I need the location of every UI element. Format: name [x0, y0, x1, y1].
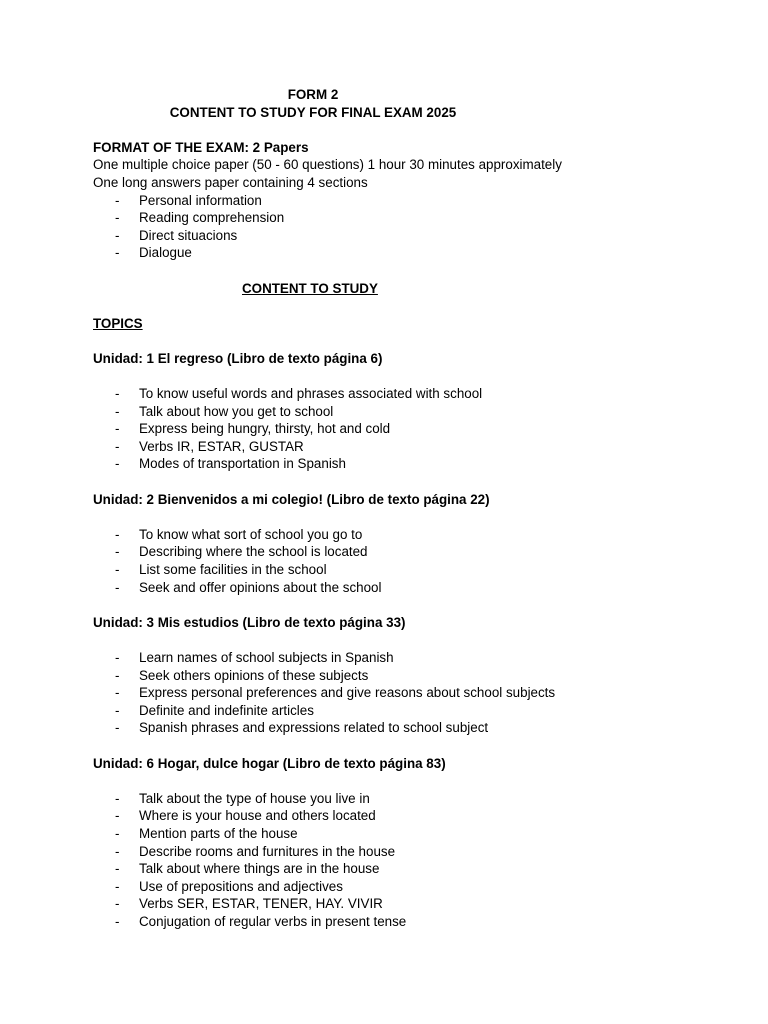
bullet-dash: -	[115, 438, 120, 454]
list-item	[93, 385, 713, 403]
list-item-text: Talk about the type of house you live in	[139, 790, 370, 806]
bullet-dash: -	[115, 421, 120, 437]
unit-topics-list	[93, 649, 713, 737]
list-item	[93, 895, 713, 913]
list-item	[93, 825, 713, 843]
list-item-text: Definite and indefinite articles	[139, 702, 314, 718]
list-item	[93, 807, 713, 825]
bullet-dash: -	[115, 913, 120, 929]
document-page	[93, 86, 713, 931]
unit-topics-list	[93, 526, 713, 596]
list-item	[93, 878, 713, 896]
format-line-multiple-choice: One multiple choice paper (50 - 60 questions) 1 hour 30 minutes approximately	[93, 157, 562, 173]
bullet-dash: -	[115, 720, 120, 736]
list-item-text: Dialogue	[139, 245, 192, 261]
bullet-dash: -	[115, 790, 120, 806]
list-item	[93, 860, 713, 878]
list-item	[93, 209, 713, 227]
list-item	[93, 719, 713, 737]
list-item-text: To know what sort of school you go to	[139, 526, 363, 542]
spacer	[93, 368, 713, 386]
list-item-text: Conjugation of regular verbs in present tense	[139, 913, 407, 929]
list-item	[93, 843, 713, 861]
list-item	[93, 455, 713, 473]
unit-topics-list	[93, 385, 713, 473]
list-item-text: Talk about where things are in the house	[139, 861, 380, 877]
list-item	[93, 244, 713, 262]
bullet-dash: -	[115, 650, 120, 665]
bullet-dash: -	[115, 896, 120, 912]
list-item	[93, 438, 713, 456]
spacer	[93, 737, 713, 755]
list-item-text: Direct situacions	[139, 227, 238, 243]
format-sections-list	[93, 192, 713, 262]
list-item	[93, 227, 713, 245]
list-item-text: Seek and offer opinions about the school	[139, 579, 382, 595]
spacer	[93, 772, 713, 790]
bullet-dash: -	[115, 878, 120, 894]
content-heading-row	[93, 280, 713, 298]
spacer	[93, 297, 713, 315]
document-title: CONTENT TO STUDY FOR FINAL EXAM 2025	[169, 104, 457, 120]
spacer	[93, 121, 713, 139]
list-item-text: List some facilities in the school	[139, 562, 327, 578]
list-item-text: Use of prepositions and adjectives	[139, 878, 343, 894]
bullet-dash: -	[115, 685, 120, 701]
bullet-dash: -	[115, 227, 120, 243]
bullet-dash: -	[115, 667, 120, 683]
list-item	[93, 526, 713, 544]
form-title: FORM 2	[287, 87, 339, 102]
bullet-dash: -	[115, 544, 120, 560]
bullet-dash: -	[115, 808, 120, 824]
list-item-text: Express being hungry, thirsty, hot and cold	[139, 421, 391, 437]
bullet-dash: -	[115, 386, 120, 402]
list-item	[93, 649, 713, 667]
list-item-text: Verbs SER, ESTAR, TENER, HAY. VIVIR	[139, 896, 383, 912]
bullet-dash: -	[115, 702, 120, 718]
bullet-dash: -	[115, 456, 120, 472]
topics-heading-row	[93, 315, 713, 333]
bullet-dash: -	[115, 403, 120, 419]
list-item	[93, 561, 713, 579]
bullet-dash: -	[115, 579, 120, 595]
list-item-text: Where is your house and others located	[139, 808, 376, 824]
list-item	[93, 579, 713, 597]
list-item-text: Modes of transportation in Spanish	[139, 456, 346, 472]
content-heading: CONTENT TO STUDY	[242, 280, 378, 296]
bullet-dash: -	[115, 192, 120, 208]
bullet-dash: -	[115, 861, 120, 877]
list-item-text: Learn names of school subjects in Spanish	[139, 650, 394, 665]
unit-topics-list	[93, 790, 713, 931]
list-item	[93, 667, 713, 685]
list-item	[93, 543, 713, 561]
list-item	[93, 790, 713, 808]
list-item	[93, 684, 713, 702]
spacer	[93, 332, 713, 350]
spacer	[93, 596, 713, 614]
unit-title: Unidad: 2 Bienvenidos a mi colegio! (Libro de texto página 22)	[93, 491, 490, 507]
spacer	[93, 508, 713, 526]
list-item-text: Express personal preferences and give reasons about school subjects	[139, 685, 556, 701]
list-item-text: Describing where the school is located	[139, 544, 368, 560]
bullet-dash: -	[115, 526, 120, 542]
list-item	[93, 702, 713, 720]
list-item	[93, 403, 713, 421]
bullet-dash: -	[115, 210, 120, 226]
list-item	[93, 913, 713, 931]
list-item-text: Verbs IR, ESTAR, GUSTAR	[139, 438, 304, 454]
bullet-dash: -	[115, 843, 120, 859]
spacer	[93, 631, 713, 649]
bullet-dash: -	[115, 562, 120, 578]
unit-title: Unidad: 1 El regreso (Libro de texto página 6)	[93, 350, 383, 366]
list-item-text: Talk about how you get to school	[139, 403, 334, 419]
list-item-text: To know useful words and phrases associated with school	[139, 386, 483, 402]
list-item-text: Mention parts of the house	[139, 825, 298, 841]
topics-heading: TOPICS	[93, 315, 143, 331]
spacer	[93, 473, 713, 491]
format-line-long-answers: One long answers paper containing 4 sections	[93, 174, 368, 190]
spacer	[93, 262, 713, 280]
bullet-dash: -	[115, 245, 120, 261]
list-item-text: Spanish phrases and expressions related to school subject	[139, 720, 489, 736]
list-item-text: Seek others opinions of these subjects	[139, 667, 369, 683]
list-item	[93, 420, 713, 438]
unit-title: Unidad: 6 Hogar, dulce hogar (Libro de texto página 83)	[93, 755, 446, 771]
list-item-text: Personal information	[139, 192, 262, 208]
list-item-text: Reading comprehension	[139, 210, 285, 226]
list-item-text: Describe rooms and furnitures in the house	[139, 843, 396, 859]
list-item	[93, 192, 713, 210]
unit-title: Unidad: 3 Mis estudios (Libro de texto página 33)	[93, 614, 406, 630]
format-heading: FORMAT OF THE EXAM: 2 Papers	[93, 139, 309, 155]
bullet-dash: -	[115, 825, 120, 841]
